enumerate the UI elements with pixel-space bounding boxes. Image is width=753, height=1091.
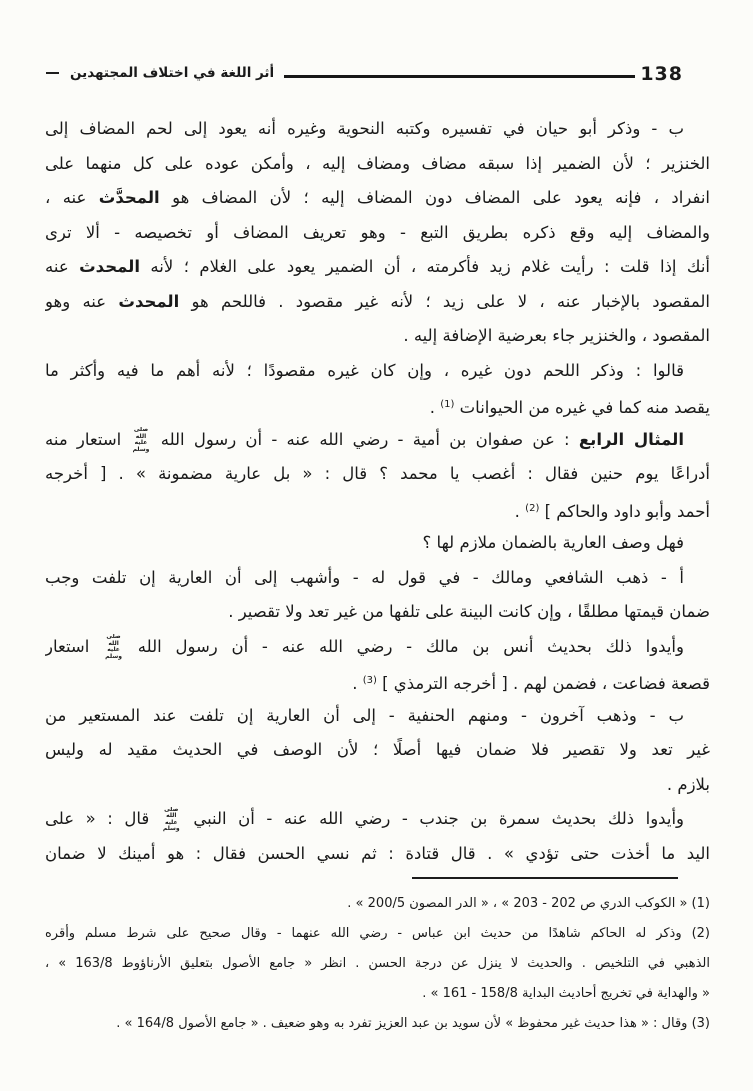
text-run: أحمد وأبو داود والحاكم ] xyxy=(539,501,710,521)
text-run: ب - وذكر أبو حيان في تفسيره وكتبه النحوية وغيره أنه يعود إلى لحم المضاف إلى xyxy=(45,119,684,138)
text-line xyxy=(45,457,710,492)
text-line xyxy=(45,630,710,665)
text-run: عنه xyxy=(45,257,80,276)
text-line xyxy=(45,768,710,803)
text-run: استعار منه xyxy=(45,429,131,449)
footnote-separator xyxy=(412,877,678,879)
page-header xyxy=(46,61,683,85)
text-run: قصعة فضاعت ، فضمن لهم . [ أخرجه الترمذي ] xyxy=(376,674,710,693)
text-run: . xyxy=(429,398,441,417)
footnote-line xyxy=(45,949,710,979)
text-run: الذهبي في التلخيص . والحديث لا ينزل عن درجة الحسن . انظر « جامع الأصول بتعليق الأرناؤوط 163/8 » ، xyxy=(45,956,710,971)
page-number: 138 xyxy=(640,63,683,85)
text-line xyxy=(45,250,710,285)
body-text xyxy=(45,112,710,871)
text-line xyxy=(45,561,710,596)
header-rule xyxy=(284,75,635,78)
text-run: يقصد منه كما في غيره من الحيوانات xyxy=(454,398,710,417)
text-line xyxy=(45,354,710,389)
text-run: أدراعًا يوم حنين فقال : أغصب يا محمد ؟ قال : « بل عارية مضمونة » . [ أخرجه xyxy=(45,464,710,483)
text-run: (1) « الكوكب الدري ص 202 - 203 » ، « الدر المصون 200/5 » . xyxy=(347,896,710,911)
text-run: والمضاف إليه وقع ذكره بطريق التبع - وهو تعريف المضاف أو تخصيصه - ألا ترى xyxy=(45,222,710,242)
text-run: أ - ذهب الشافعي ومالك - في قول له - وأشهب إلى أن العارية إن تلفت وجب xyxy=(45,567,684,587)
text-line xyxy=(45,595,710,630)
text-run: الخنزير ؛ لأن الضمير إذا سبقه مضاف ومضاف إليه ، وأمكن عوده على كل منهما على xyxy=(45,153,710,173)
text-line xyxy=(45,423,710,458)
text-line xyxy=(45,526,710,561)
text-run: بلازم . xyxy=(666,774,710,794)
bold-text-run: المحدث xyxy=(118,291,180,311)
text-run: (2) وذكر له الحاكم شاهدًا من حديث ابن عباس - رضي الله عنهما - وقال صحيح على شرط مسلم وأقره xyxy=(45,926,710,941)
pbuh-ligature-icon: صلى الله عليه وسلم xyxy=(162,806,180,832)
text-run: (3) وقال : « هذا حديث غير محفوظ » لأن سويد بن عبد العزيز تفرد به وهو ضعيف . « جامع الأصول 164/8 » . xyxy=(116,1016,710,1031)
footnote-ref: (1) xyxy=(440,399,455,410)
text-run: وأيدوا ذلك بحديث سمرة بن جندب - رضي الله عنه - أن النبي xyxy=(181,809,684,828)
footnote-line xyxy=(45,1009,710,1039)
text-run: المقصود ، والخنزير جاء بعرضية الإضافة إليه . xyxy=(403,326,710,345)
text-run: وأيدوا ذلك بحديث أنس بن مالك - رضي الله عنه - أن رسول الله xyxy=(124,636,684,656)
footnote-line xyxy=(45,889,710,919)
text-run: قال : « على xyxy=(45,809,161,828)
text-run: عنه ، xyxy=(45,188,99,207)
text-run: اليد ما أخذت حتى تؤدي » . قال قتادة : ثم نسي الحسن فقال : هو أمينك لا ضمان xyxy=(45,843,710,863)
text-line xyxy=(45,147,710,182)
text-run: غير تعد ولا تقصير فلا ضمان فيها أصلًا ؛ لأن الوصف في الحديث مقيد له وليس xyxy=(45,740,710,759)
header-dash xyxy=(46,72,59,74)
text-line xyxy=(45,699,710,734)
bold-text-run: المثال الرابع xyxy=(578,429,684,449)
bold-text-run: المحدث xyxy=(79,257,141,276)
bold-text-run: المحدَّث xyxy=(98,188,160,207)
text-line xyxy=(45,492,710,527)
text-line xyxy=(45,216,710,251)
text-line xyxy=(45,181,710,216)
text-line xyxy=(45,733,710,768)
text-run: استعار xyxy=(45,636,104,656)
text-line xyxy=(45,664,710,699)
text-run: المقصود بالإخبار عنه ، لا على زيد ؛ لأنه غير مقصود . فاللحم هو xyxy=(179,291,710,311)
text-run: فهل وصف العارية بالضمان ملازم لها ؟ xyxy=(422,533,684,552)
footnote-ref: (3) xyxy=(362,675,377,686)
text-line xyxy=(45,285,710,320)
footnote-line xyxy=(45,979,710,1009)
text-run: قالوا : وذكر اللحم دون غيره ، وإن كان غيره مقصودًا ؛ لأنه أهم ما فيه وأكثر ما xyxy=(45,360,684,380)
footnote-line xyxy=(45,919,710,949)
text-run: « والهداية في تخريج أحاديث البداية 158/8 - 161 » . xyxy=(422,986,710,1001)
text-line xyxy=(45,837,710,872)
text-line xyxy=(45,112,710,147)
text-run: . xyxy=(514,501,526,521)
text-line xyxy=(45,802,710,837)
text-line xyxy=(45,319,710,354)
footnote-ref: (2) xyxy=(525,502,540,514)
text-run: : عن صفوان بن أمية - رضي الله عنه - أن رسول الله xyxy=(151,429,579,449)
text-run: ب - وذهب آخرون - ومنهم الحنفية - إلى أن العارية إن تلفت عند المستعير من xyxy=(45,705,684,725)
text-run: ضمان قيمتها مطلقًا ، وإن كانت البينة على تلفها من غير تعد ولا تقصير . xyxy=(228,602,710,621)
pbuh-ligature-icon: صلى الله عليه وسلم xyxy=(132,427,150,453)
text-run: . xyxy=(352,674,363,693)
text-run: انفراد ، فإنه يعود على المضاف دون المضاف إليه ؛ لأن المضاف هو xyxy=(159,188,710,207)
text-run: أنك إذا قلت : رأيت غلام زيد فأكرمته ، أن الضمير يعود على الغلام ؛ لأنه xyxy=(140,257,710,276)
text-line xyxy=(45,388,710,423)
pbuh-ligature-icon: صلى الله عليه وسلم xyxy=(105,634,122,660)
footnotes xyxy=(45,889,710,1039)
running-title: أثر اللغة في اختلاف المجتهدين xyxy=(70,65,275,81)
text-run: عنه وهو xyxy=(45,291,119,311)
